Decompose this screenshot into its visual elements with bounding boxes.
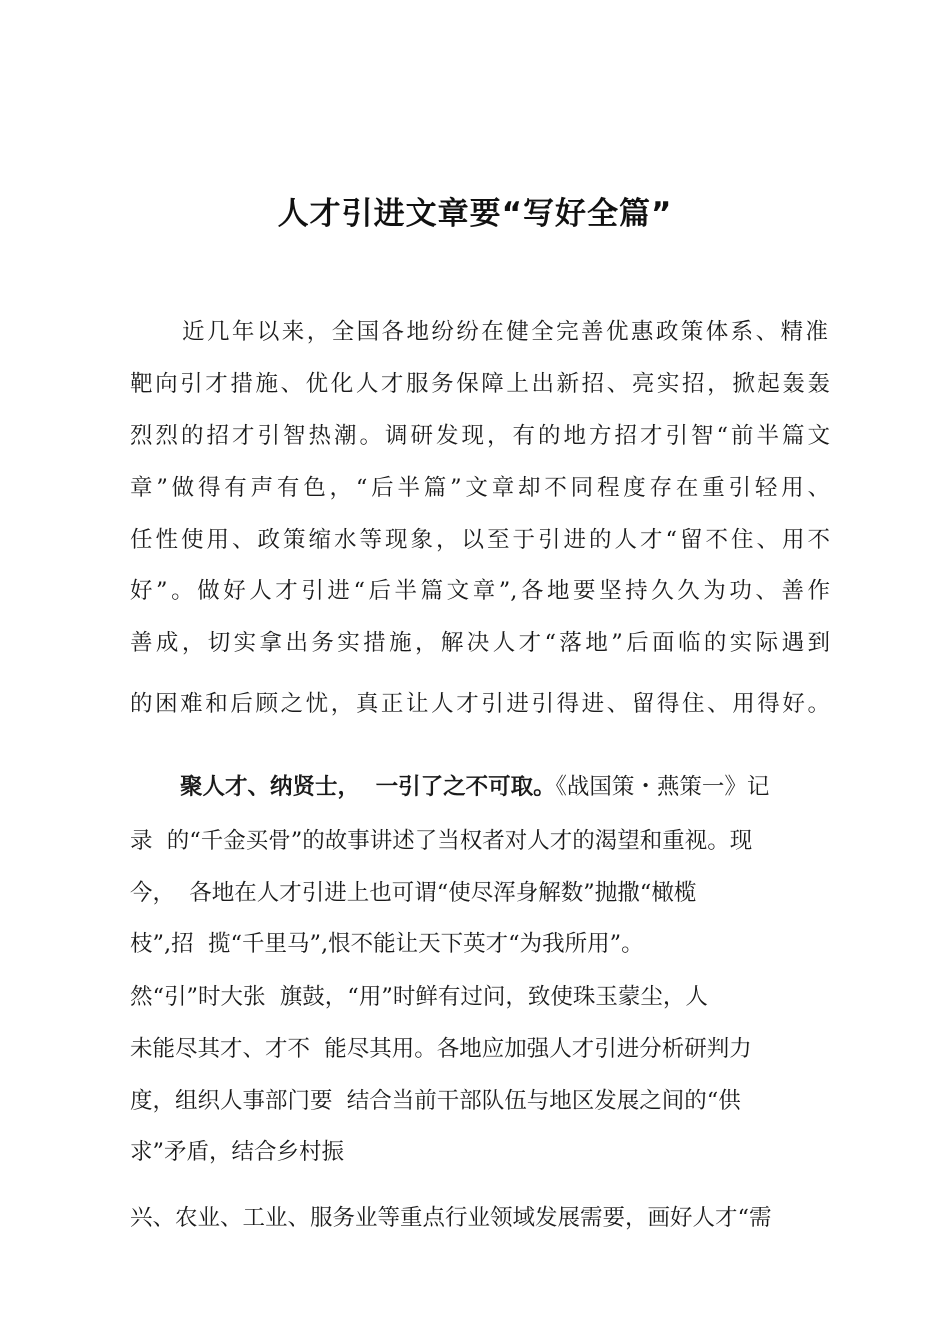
paragraph-line: 枝”,招 揽“千里马”,恨不能让天下英才“为我所用”。	[130, 931, 644, 957]
paragraph-line: 章”做得有声有色，“后半篇”文章却不同程度存在重引轻用、	[130, 475, 830, 501]
paragraph-line: 烈烈的招才引智热潮。调研发现，有的地方招才引智“前半篇文	[130, 423, 830, 449]
lead-sentence: 聚人才、纳贤士， 一引了之不可取。	[180, 774, 556, 800]
paragraph-line: 求”矛盾，结合乡村振	[130, 1139, 345, 1165]
paragraph-line: 然“引”时大张 旗鼓，“用”时鲜有过问，致使珠玉蒙尘，人	[130, 984, 708, 1010]
lead-rest: 《战国策・燕策一》记	[555, 774, 770, 800]
document-title: 人才引进文章要“写好全篇”	[277, 196, 673, 232]
paragraph-line: 近几年以来，全国各地纷纷在健全完善优惠政策体系、精准	[182, 319, 828, 345]
paragraph-line: 今， 各地在人才引进上也可谓“使尽浑身解数”抛撒“橄榄	[130, 880, 697, 906]
paragraph-line: 善成，切实拿出务实措施，解决人才“落地”后面临的实际遇到	[130, 630, 830, 656]
paragraph-line: 靶向引才措施、优化人才服务保障上出新招、亮实招，掀起轰轰	[130, 371, 830, 397]
paragraph-line: 的困难和后顾之忧，真正让人才引进引得进、留得住、用得好。	[130, 691, 830, 717]
paragraph-line: 录 的“千金买骨”的故事讲述了当权者对人才的渴望和重视。现	[130, 828, 753, 854]
paragraph-line: 未能尽其才、才不 能尽其用。各地应加强人才引进分析研判力	[130, 1036, 752, 1062]
paragraph-line	[180, 772, 820, 802]
paragraph-line: 任性使用、政策缩水等现象，以至于引进的人才“留不住、用不	[130, 527, 830, 553]
paragraph-line: 兴、农业、工业、服务业等重点行业领域发展需要，画好人才“需	[130, 1205, 772, 1231]
paragraph-line: 好”。做好人才引进“后半篇文章”,各地要坚持久久为功、善作	[130, 578, 830, 604]
paragraph-line: 度，组织人事部门要 结合当前干部队伍与地区发展之间的“供	[130, 1088, 741, 1114]
